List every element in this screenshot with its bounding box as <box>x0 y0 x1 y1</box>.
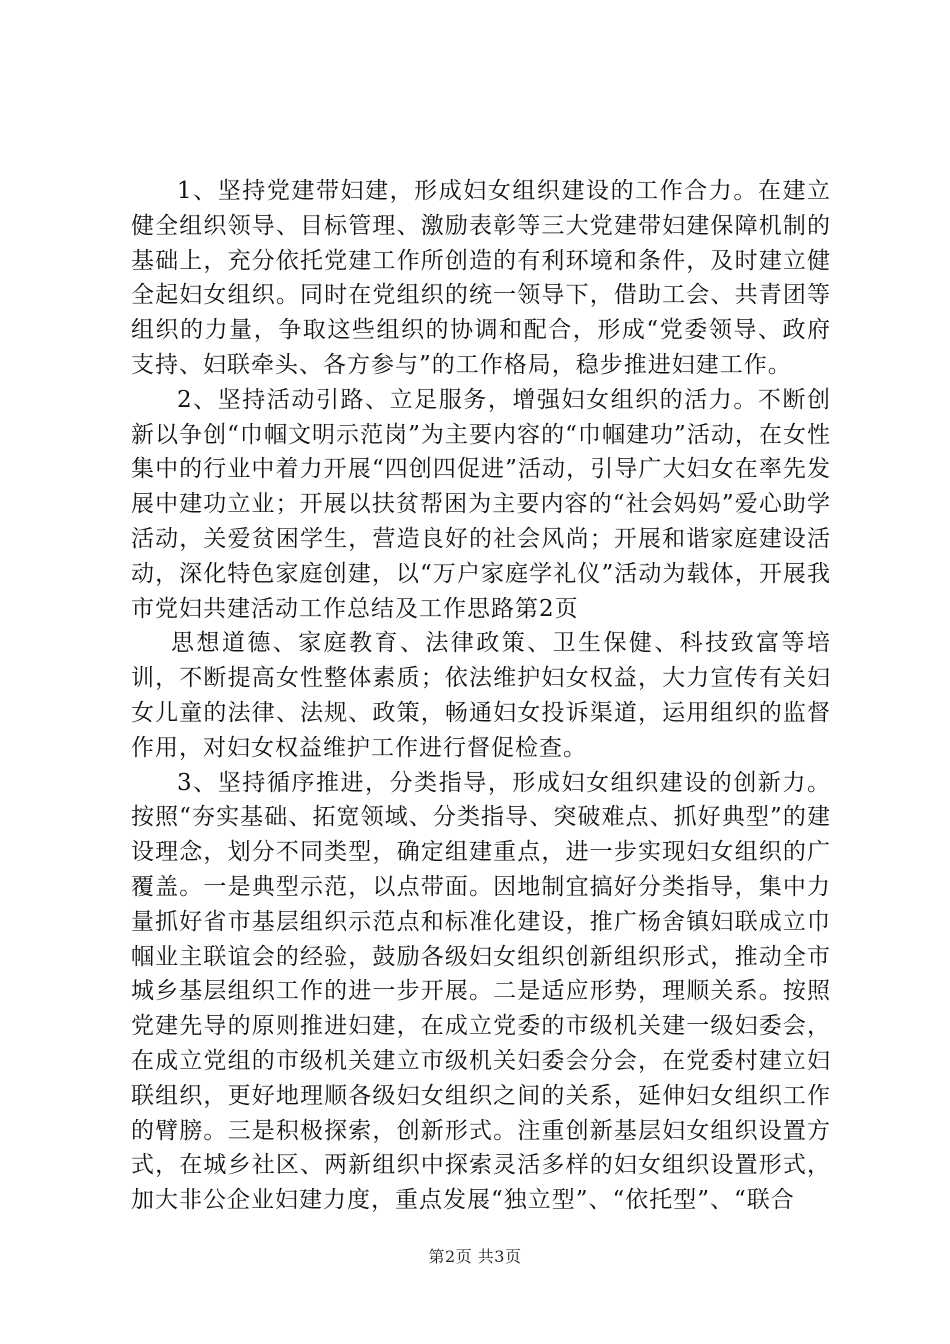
paragraph-1: 1、坚持党建带妇建，形成妇女组织建设的工作合力。在建立健全组织领导、目标管理、激励表彰等三大党建带妇建保障机制的基础上，充分依托党建工作所创造的有利环境和条件，及时建立健全起妇女组织。同时在党组织的统一领导下，借助工会、共青团等组织的力量，争取这些组织的协调和配合，形成“党委领导、政府支持、妇联牵头、各方参与”的工作格局，稳步推进妇建工作。 <box>131 178 831 378</box>
page-footer: 第2页 共3页 <box>428 1247 522 1266</box>
paragraph-4: 3、坚持循序推进，分类指导，形成妇女组织建设的创新力。按照“夯实基础、拓宽领域、分类指导、突破难点、抓好典型”的建设理念，划分不同类型，确定组建重点，进一步实现妇女组织的广覆盖。一是典型示范，以点带面。因地制宜搞好分类指导，集中力量抓好省市基层组织示范点和标准化建设，推广杨舍镇妇联成立巾帼业主联谊会的经验，鼓励各级妇女组织创新组织形式，推动全市城乡基层组织工作的进一步开展。二是适应形势，理顺关系。按照党建先导的原则推进妇建，在成立党委的市级机关建一级妇委会，在成立党组的市级机关建立市级机关妇委会分会，在党委村建立妇联组织，更好地理顺各级妇女组织之间的关系，延伸妇女组织工作的臂膀。三是积极探索，创新形式。注重创新基层妇女组织设置方式，在城乡社区、两新组织中探索灵活多样的妇女组织设置形式，加大非公企业妇建力度，重点发展“独立型”、“依托型”、“联合 <box>131 769 831 1214</box>
document-body <box>131 174 831 1218</box>
paragraph-2: 2、坚持活动引路、立足服务，增强妇女组织的活力。不断创新以争创“巾帼文明示范岗”为主要内容的“巾帼建功”活动，在女性集中的行业中着力开展“四创四促进”活动，引导广大妇女在率先发展中建功立业；开展以扶贫帮困为主要内容的“社会妈妈”爱心助学活动，关爱贫困学生，营造良好的社会风尚；开展和谐家庭建设活动，深化特色家庭创建，以“万户家庭学礼仪”活动为载体，开展我市党妇共建活动工作总结及工作思路第2页 <box>131 386 831 622</box>
paragraph-3: 思想道德、家庭教育、法律政策、卫生保健、科技致富等培训，不断提高女性整体素质；依法维护妇女权益，大力宣传有关妇女儿童的法律、法规、政策，畅通妇女投诉渠道，运用组织的监督作用，对妇女权益维护工作进行督促检查。 <box>131 630 831 761</box>
